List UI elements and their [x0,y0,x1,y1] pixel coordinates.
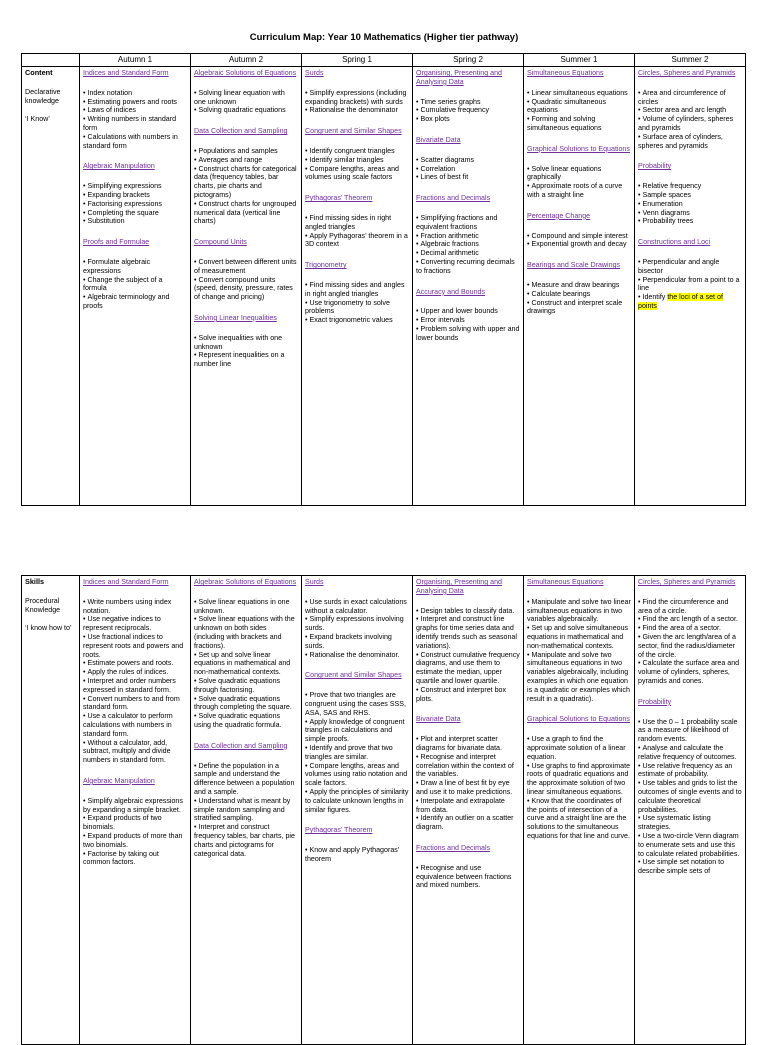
topic-heading: Pythagoras’ Theorem [305,194,373,203]
topic-bullet: • Understand what is meant by simple random sampling and stratified sampling. [194,797,298,823]
topic-bullet: • Convert between different units of measurement [194,258,298,276]
topic-bullet: • Interpret and order numbers expressed in standard form. [83,677,187,695]
topic-bullet: • Solve quadratic equations through factorising. [194,677,298,695]
topic-bullet: • Exact trigonometric values [305,316,409,325]
topic-bullet: • Prove that two triangles are congruent using the cases SSS, ASA, SAS and RHS. [305,691,409,717]
topic-bullet: • Solve linear equations with the unknown on both sides (including with brackets and fractions). [194,615,298,650]
topic-bullet: • Apply knowledge of congruent triangles in calculations and simple proofs. [305,718,409,744]
topic-bullet: • Design tables to classify data. [416,607,520,616]
content-row [22,67,746,506]
topic-heading: Bearings and Scale Drawings [527,261,621,270]
topic-bullet-list [416,864,520,890]
topic-bullet: • Simplify expressions involving surds. [305,615,409,633]
topic-bullet-list [527,735,631,841]
topic-bullet: • Rationalise the denominator. [305,651,409,660]
highlighted-text: the loci of a set of points [638,293,723,310]
topic-bullet: • Algebraic terminology and proofs [83,293,187,311]
topic-bullet: • Set up and solve linear equations in mathematical and non-mathematical contexts. [194,651,298,677]
topic-bullet: • Compare lengths, areas and volumes using ratio notation and scale factors. [305,762,409,788]
topic-bullet: • Write numbers using index notation. [83,598,187,616]
topic-bullet-list [83,797,187,867]
topic-bullet-list [527,89,631,133]
topic-bullet: • Solve linear equations in one unknown. [194,598,298,616]
topic-bullet-list [527,598,631,704]
topic-bullet: • Sample spaces [638,191,742,200]
topic-bullet: • Exponential growth and decay [527,240,631,249]
topic-bullet: • Substitution [83,217,187,226]
topic-bullet: • Solving quadratic equations [194,106,298,115]
topic-bullet-list [305,281,409,325]
topic-bullet: • Use simple set notation to describe simple sets of [638,858,742,876]
topic-bullet: • Perpendicular and angle bisector [638,258,742,276]
topic-bullet-list [527,165,631,200]
skills-autumn-2-cell [191,576,302,1045]
topic-heading: Bivariate Data [416,135,461,144]
topic-bullet: • Simplifying expressions [83,182,187,191]
topic-heading: Data Collection and Sampling [194,741,288,750]
procedural-knowledge-label: Procedural Knowledge [25,596,61,614]
topic-bullet: • Set up and solve simultaneous equations in mathematical and non-mathematical contexts. [527,624,631,650]
topic-heading: Probability [638,162,672,171]
content-spring-1-cell [302,67,413,506]
topic-bullet: • Interpolate and extrapolate from data. [416,797,520,815]
topic-bullet: • Know that the coordinates of the points of intersection of a curve and a straight line are the solutions to the simultaneous equations for that line and curve. [527,797,631,841]
topic-bullet: • Solve quadratic equations using the quadratic formula. [194,712,298,730]
bullet-text: Identify [642,293,668,302]
topic-bullet: • Use the 0 – 1 probability scale as a measure of likelihood of random events. [638,718,742,744]
topic-bullet-list [305,89,409,115]
topic-bullet: • Construct and interpret scale drawings [527,299,631,317]
topic-heading: Fractions and Decimals [416,194,491,203]
topic-bullet-list [194,598,298,730]
topic-heading: Simultaneous Equations [527,69,604,77]
skills-summer-2-cell [635,576,746,1045]
topic-bullet: • Interpret and construct frequency tables, bar charts, pie charts and pictograms for categorical data. [194,823,298,858]
topic-bullet: • Analyse and calculate the relative frequency of outcomes. [638,744,742,762]
topic-bullet-list [83,258,187,311]
topic-bullet: • Manipulate and solve two simultaneous equations in two variables algebraically, including examples in which one equation is a quadratic or examples which result in a quadratic). [527,651,631,704]
topic-bullet: • Upper and lower bounds [416,307,520,316]
topic-bullet: • Forming and solving simultaneous equations [527,115,631,133]
skills-side-cell [22,576,80,1045]
topic-heading: Algebraic Solutions of Equations [194,69,297,77]
topic-bullet-list [638,718,742,876]
topic-bullet: • Formulate algebraic expressions [83,258,187,276]
topic-bullet: • Apply the principles of similarity to calculate unknown lengths in similar figures. [305,788,409,814]
topic-bullet: • Measure and draw bearings [527,281,631,290]
topic-bullet: • Averages and range [194,156,298,165]
topic-bullet-list [194,147,298,226]
topic-heading: Circles, Spheres and Pyramids [638,69,736,77]
i-know-how-to-label: ‘I know how to’ [25,624,72,633]
topic-bullet-list [416,214,520,276]
topic-bullet: • Index notation [83,89,187,98]
skills-autumn-1-cell [80,576,191,1045]
topic-bullet: • Find the arc length of a sector. [638,615,742,624]
topic-bullet: • Time series graphs [416,98,520,107]
topic-heading: Congruent and Similar Shapes [305,671,402,680]
topic-heading: Solving Linear Inequalities [194,313,277,322]
content-summer-2-cell [635,67,746,506]
topic-heading: Circles, Spheres and Pyramids [638,578,736,586]
topic-bullet: • Identify similar triangles [305,156,409,165]
topic-bullet-list [416,98,520,124]
topic-heading: Compound Units [194,238,247,247]
topic-bullet: • Box plots [416,115,520,124]
topic-bullet-list [638,89,742,151]
topic-heading: Proofs and Formulae [83,238,150,247]
topic-heading: Organising, Presenting and Analysing Data [416,69,502,86]
content-autumn-2-cell [191,67,302,506]
topic-bullet: • Calculate bearings [527,290,631,299]
topic-bullet: • Fraction arithmetic [416,232,520,241]
topic-bullet: • Relative frequency [638,182,742,191]
topic-bullet: • Perpendicular from a point to a line [638,276,742,294]
content-summer-1-cell [524,67,635,506]
topic-bullet: • Change the subject of a formula [83,276,187,294]
topic-bullet: • Probability trees [638,217,742,226]
topic-heading: Algebraic Manipulation [83,162,155,171]
content-row-heading: Content [25,68,53,77]
topic-bullet [638,293,742,311]
topic-bullet: • Without a calculator, add, subtract, multiply and divide numbers in standard form. [83,739,187,765]
topic-bullet: • Simplify expressions (including expanding brackets) with surds [305,89,409,107]
topic-bullet-list [83,598,187,765]
term-header: Autumn 1 [80,54,191,67]
topic-bullet: • Decimal arithmetic [416,249,520,258]
corner-cell [22,54,80,67]
topic-bullet-list [305,846,409,864]
topic-bullet: • Use fractional indices to represent roots and powers and roots. [83,633,187,659]
topic-heading: Simultaneous Equations [527,578,604,586]
topic-bullet: • Area and circumference of circles [638,89,742,107]
topic-bullet: • Use a graph to find the approximate solution of a linear equation. [527,735,631,761]
topic-heading: Fractions and Decimals [416,843,491,852]
topic-bullet: • Find the circumference and area of a circle. [638,598,742,616]
topic-bullet: • Construct cumulative frequency diagrams, and use them to estimate the median, upper quartile and lower quartile. [416,651,520,686]
topic-bullet-list [527,232,631,250]
term-header: Spring 2 [413,54,524,67]
topic-bullet-list [194,258,298,302]
topic-heading: Graphical Solutions to Equations [527,715,630,724]
topic-heading: Surds [305,578,324,586]
topic-bullet: • Simplifying fractions and equivalent fractions [416,214,520,232]
topic-bullet: • Apply Pythagoras’ theorem in a 3D context [305,232,409,250]
topic-bullet: • Compound and simple interest [527,232,631,241]
topic-bullet: • Populations and samples [194,147,298,156]
topic-heading: Trigonometry [305,261,347,270]
topic-bullet: • Solve inequalities with one unknown [194,334,298,352]
skills-row-heading: Skills [25,577,45,586]
topic-bullet: • Identify and prove that two triangles are similar. [305,744,409,762]
content-side-cell [22,67,80,506]
topic-bullet: • Apply the rules of indices. [83,668,187,677]
topic-bullet: • Error intervals [416,316,520,325]
topic-bullet: • Recognise and interpret correlation within the context of the variables. [416,753,520,779]
topic-bullet: • Surface area of cylinders, spheres and pyramids [638,133,742,151]
topic-heading: Surds [305,69,324,77]
topic-bullet: • Identify an outlier on a scatter diagram. [416,814,520,832]
topic-bullet: • Scatter diagrams [416,156,520,165]
topic-bullet-list [416,735,520,832]
topic-bullet: • Volume of cylinders, spheres and pyramids [638,115,742,133]
topic-bullet: • Rationalise the denominator [305,106,409,115]
topic-bullet: • Convert compound units (speed, density, pressure, rates of change and pricing) [194,276,298,302]
topic-bullet: • Use a calculator to perform calculations with numbers in standard form. [83,712,187,738]
topic-heading: Data Collection and Sampling [194,127,288,136]
topic-bullet-list [194,762,298,859]
content-autumn-1-cell [80,67,191,506]
topic-bullet: • Know and apply Pythagoras’ theorem [305,846,409,864]
topic-bullet-list [305,214,409,249]
topic-bullet: • Solving linear equation with one unknown [194,89,298,107]
topic-bullet: • Identify congruent triangles [305,147,409,156]
topic-bullet: • Represent inequalities on a number line [194,351,298,369]
topic-bullet: • Approximate roots of a curve with a straight line [527,182,631,200]
topic-heading: Pythagoras’ Theorem [305,826,373,835]
topic-bullet: • Expanding brackets [83,191,187,200]
topic-bullet: • Interpret and construct line graphs for time series data and identify trends such as seasonal variations). [416,615,520,650]
topic-bullet: • Recognise and use equivalence between fractions and mixed numbers. [416,864,520,890]
topic-heading: Probability [638,697,672,706]
term-header: Summer 2 [635,54,746,67]
topic-bullet-list [194,334,298,369]
topic-bullet: • Calculate the surface area and volume of cylinders, spheres, pyramids and cones. [638,659,742,685]
topic-bullet: • Calculations with numbers in standard form [83,133,187,151]
topic-heading: Indices and Standard Form [83,69,169,77]
topic-bullet: • Writing numbers in standard form [83,115,187,133]
topic-bullet-list [638,182,742,226]
topic-bullet: • Correlation [416,165,520,174]
topic-bullet: • Converting recurring decimals to fractions [416,258,520,276]
topic-bullet: • Laws of indices [83,106,187,115]
topic-bullet-list [416,156,520,182]
skills-table [21,575,746,1045]
term-header: Spring 1 [302,54,413,67]
topic-heading: Accuracy and Bounds [416,287,486,296]
topic-bullet: • Estimating powers and roots [83,98,187,107]
document-title: Curriculum Map: Year 10 Mathematics (Higher tier pathway) [249,32,519,43]
topic-bullet: • Solve linear equations graphically [527,165,631,183]
topic-bullet-list [83,182,187,226]
topic-bullet: • Expand products of two binomials. [83,814,187,832]
topic-heading: Percentage Change [527,211,591,220]
skills-summer-1-cell [524,576,635,1045]
topic-bullet-list [194,89,298,115]
topic-bullet: • Find missing sides and angles in right angled triangles [305,281,409,299]
topic-bullet-list [638,598,742,686]
topic-bullet: • Cumulative frequency [416,106,520,115]
topic-bullet: • Manipulate and solve two linear simultaneous equations in two variables algebraically. [527,598,631,624]
topic-bullet: • Use trigonometry to solve problems [305,299,409,317]
skills-row [22,576,746,1045]
topic-heading: Congruent and Similar Shapes [305,127,402,136]
topic-bullet: • Construct and interpret box plots. [416,686,520,704]
topic-bullet-list [305,691,409,814]
term-header: Autumn 2 [191,54,302,67]
topic-bullet: • Enumeration [638,200,742,209]
declarative-knowledge-label: Declarative knowledge [25,87,61,105]
topic-bullet: • Plot and interpret scatter diagrams for bivariate data. [416,735,520,753]
term-header: Summer 1 [524,54,635,67]
topic-bullet-list [416,607,520,704]
topic-bullet-list [305,598,409,660]
topic-bullet: • Given the arc length/area of a sector, find the radius/diameter of the circle. [638,633,742,659]
topic-bullet: • Draw a line of best fit by eye and use it to make predictions. [416,779,520,797]
topic-bullet: • Define the population in a sample and understand the difference between a population and a sample. [194,762,298,797]
topic-bullet: • Find the area of a sector. [638,624,742,633]
topic-bullet: • Construct charts for categorical data (frequency tables, bar charts, pie charts and pictograms) [194,165,298,200]
topic-bullet: • Use relative frequency as an estimate of probability. [638,762,742,780]
topic-bullet-list [416,307,520,342]
topic-bullet: • Simplify algebraic expressions by expanding a simple bracket. [83,797,187,815]
topic-bullet: • Quadratic simultaneous equations [527,98,631,116]
topic-bullet: • Use a two-circle Venn diagram to enumerate sets and use this to calculate related probabilities. [638,832,742,858]
topic-heading: Algebraic Manipulation [83,776,155,785]
skills-spring-2-cell [413,576,524,1045]
topic-bullet: • Linear simultaneous equations [527,89,631,98]
topic-bullet: • Estimate powers and roots. [83,659,187,668]
topic-bullet: • Completing the square [83,209,187,218]
content-spring-2-cell [413,67,524,506]
topic-bullet-list [527,281,631,316]
topic-bullet: • Venn diagrams [638,209,742,218]
topic-heading: Constructions and Loci [638,238,711,247]
topic-bullet: • Use negative indices to represent reciprocals. [83,615,187,633]
topic-bullet: • Compare lengths, areas and volumes using scale factors [305,165,409,183]
topic-bullet: • Algebraic fractions [416,240,520,249]
topic-bullet: • Convert numbers to and from standard form. [83,695,187,713]
topic-heading: Indices and Standard Form [83,578,169,586]
topic-bullet: • Sector area and arc length [638,106,742,115]
topic-bullet: • Use systematic listing strategies. [638,814,742,832]
term-header-row [22,54,746,67]
topic-heading: Algebraic Solutions of Equations [194,578,297,586]
topic-bullet: • Find missing sides in right angled triangles [305,214,409,232]
topic-bullet: • Use graphs to find approximate roots of quadratic equations and the approximate solution of two linear simultaneous equations. [527,762,631,797]
content-table [21,53,746,506]
skills-spring-1-cell [302,576,413,1045]
topic-bullet: • Lines of best fit [416,173,520,182]
topic-heading: Graphical Solutions to Equations [527,144,630,153]
topic-heading: Organising, Presenting and Analysing Data [416,578,502,595]
topic-bullet-list [83,89,187,151]
topic-bullet: • Expand brackets involving surds. [305,633,409,651]
topic-bullet: • Factorising expressions [83,200,187,209]
topic-bullet: • Expand products of more than two binomials. [83,832,187,850]
topic-bullet: • Factorise by taking out common factors. [83,850,187,868]
topic-bullet-list [638,258,742,311]
topic-bullet-list [305,147,409,182]
topic-bullet: • Use surds in exact calculations without a calculator. [305,598,409,616]
topic-bullet: • Solve quadratic equations through completing the square. [194,695,298,713]
topic-bullet: • Construct charts for ungrouped numerical data (vertical line charts) [194,200,298,226]
topic-heading: Bivariate Data [416,715,461,724]
topic-bullet: • Problem solving with upper and lower bounds [416,325,520,343]
topic-bullet: • Use tables and grids to list the outcomes of single events and to calculate theoretical probabilities. [638,779,742,814]
i-know-label: ‘I Know’ [25,115,50,124]
